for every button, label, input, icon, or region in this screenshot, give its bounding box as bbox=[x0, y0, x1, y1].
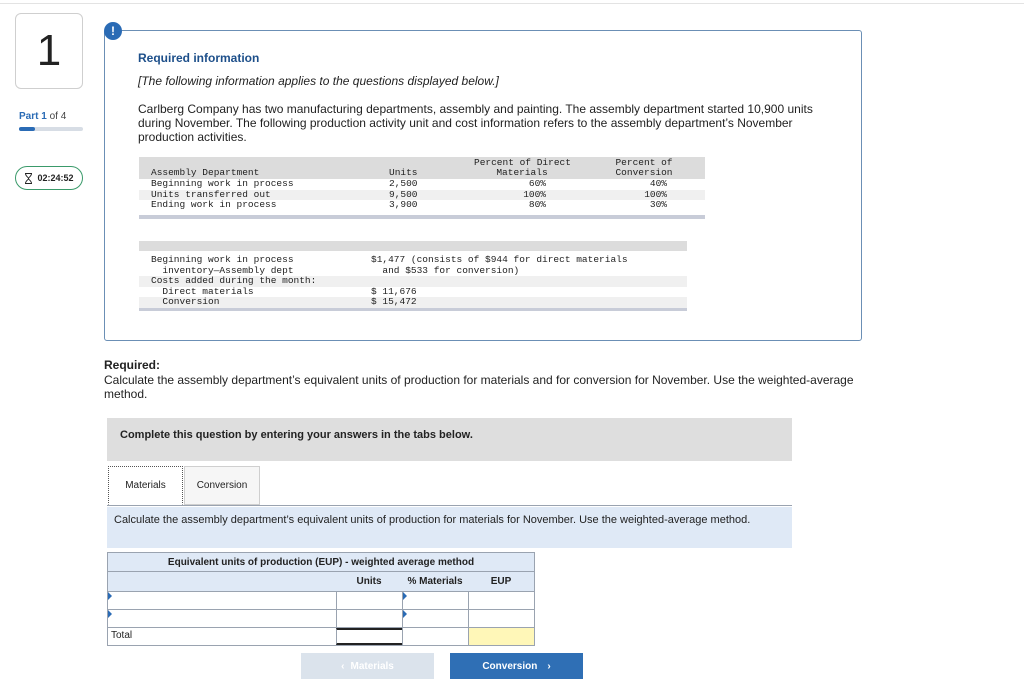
part-current: Part 1 bbox=[19, 111, 47, 122]
tab-divider bbox=[107, 505, 792, 506]
materials-cell[interactable] bbox=[402, 592, 468, 609]
materials-cell[interactable] bbox=[402, 610, 468, 627]
cost-rows bbox=[139, 255, 687, 319]
materials-input[interactable] bbox=[403, 612, 468, 629]
top-divider bbox=[0, 3, 1024, 4]
cost-label: Conversion bbox=[151, 296, 220, 307]
total-label: Total bbox=[111, 630, 133, 641]
cost-value: $ 15,472 bbox=[371, 296, 417, 307]
eup-cell[interactable] bbox=[468, 592, 534, 609]
instructions-banner bbox=[107, 418, 792, 461]
row-units: 3,900 bbox=[389, 199, 418, 210]
cost-value: $1,477 (consists of $944 for direct materials bbox=[371, 254, 628, 265]
total-eup-input[interactable] bbox=[469, 630, 534, 647]
row-materials: 100% bbox=[523, 188, 546, 200]
row-conversion: 40% bbox=[649, 178, 667, 189]
header-materials: Percent of Direct Materials bbox=[474, 157, 571, 178]
production-activity-table bbox=[139, 157, 705, 219]
row-label: Units transferred out bbox=[151, 188, 271, 200]
alert-icon: ! bbox=[104, 22, 122, 40]
total-materials-cell bbox=[402, 628, 468, 645]
part-indicator bbox=[19, 111, 66, 122]
table-header bbox=[139, 241, 687, 251]
header-dept: Assembly Department bbox=[151, 167, 260, 178]
row-materials: 80% bbox=[528, 199, 546, 210]
units-cell[interactable] bbox=[336, 592, 402, 609]
materials-input[interactable] bbox=[403, 594, 468, 611]
units-input[interactable] bbox=[337, 594, 402, 611]
chevron-left-icon: ‹ bbox=[341, 660, 345, 672]
eup-input[interactable] bbox=[469, 612, 534, 629]
table-row bbox=[139, 200, 705, 211]
eup-cell[interactable] bbox=[468, 610, 534, 627]
total-units-input[interactable] bbox=[337, 634, 402, 647]
cost-label: Costs added during the month: bbox=[151, 275, 317, 286]
required-text: Calculate the assembly department’s equivalent units of production for materials and for conversion for November. Use the weighted-average method. bbox=[104, 373, 854, 401]
eup-table bbox=[107, 552, 535, 644]
row-label: Ending work in process bbox=[151, 199, 277, 210]
part-progress-fill bbox=[19, 127, 35, 131]
tab-materials[interactable]: Materials bbox=[108, 466, 183, 505]
banner-text: Complete this question by entering your answers in the tabs below. bbox=[120, 429, 473, 441]
cost-value: and $533 for conversion) bbox=[371, 264, 520, 276]
col-materials: % Materials bbox=[407, 576, 463, 587]
next-tab-label: Conversion bbox=[482, 660, 538, 672]
row-label-input[interactable] bbox=[108, 612, 336, 629]
dropdown-marker-icon bbox=[108, 592, 112, 600]
col-eup: EUP bbox=[490, 576, 512, 587]
row-label: Beginning work in process bbox=[151, 178, 294, 189]
hourglass-icon bbox=[24, 173, 33, 184]
instruction-text: Calculate the assembly department’s equivalent units of production for materials for November. Use the weighted-average method. bbox=[114, 514, 751, 526]
row-conversion: 30% bbox=[649, 199, 667, 210]
header-units: Units bbox=[389, 167, 418, 178]
total-label-cell bbox=[108, 628, 336, 645]
info-title: Required information bbox=[138, 51, 260, 65]
row-label-input[interactable] bbox=[108, 594, 336, 611]
info-paragraph: Carlberg Company has two manufacturing departments, assembly and painting. The assembly department started 10,900 units during November. The following production activity unit and cost information refers to the assembly department’s November production activities. bbox=[138, 102, 813, 144]
timer[interactable] bbox=[15, 166, 83, 190]
info-note: [The following information applies to the questions displayed below.] bbox=[138, 74, 499, 88]
table-bottom-rule bbox=[139, 215, 705, 219]
required-title: Required: bbox=[104, 358, 161, 372]
cost-label: Direct materials bbox=[151, 285, 254, 297]
cost-value: $ 11,676 bbox=[371, 285, 417, 297]
row-label-select[interactable] bbox=[108, 592, 336, 609]
eup-table-header bbox=[107, 572, 535, 592]
row-conversion: 100% bbox=[644, 188, 667, 200]
col-units: Units bbox=[356, 576, 382, 587]
dropdown-marker-icon bbox=[403, 592, 407, 600]
dropdown-marker-icon bbox=[403, 610, 407, 618]
total-row bbox=[107, 628, 535, 646]
timer-value: 02:24:52 bbox=[37, 173, 74, 183]
tab-instruction bbox=[107, 507, 792, 548]
table-row bbox=[107, 592, 535, 610]
units-input[interactable] bbox=[337, 612, 402, 629]
cost-label: inventory—Assembly dept bbox=[151, 264, 294, 276]
dropdown-marker-icon bbox=[108, 610, 112, 618]
total-units-cell[interactable] bbox=[336, 628, 402, 645]
part-total: of 4 bbox=[46, 111, 67, 122]
row-materials: 60% bbox=[528, 178, 546, 189]
next-tab-button[interactable] bbox=[450, 653, 583, 679]
units-cell[interactable] bbox=[336, 610, 402, 627]
total-eup-cell[interactable] bbox=[468, 628, 534, 645]
prev-tab-button[interactable] bbox=[301, 653, 434, 679]
tab-conversion[interactable]: Conversion bbox=[184, 466, 260, 505]
cost-label: Beginning work in process bbox=[151, 254, 294, 265]
row-label-select[interactable] bbox=[108, 610, 336, 627]
cost-information-table bbox=[139, 241, 687, 311]
prev-tab-label: Materials bbox=[350, 660, 394, 672]
chevron-right-icon: › bbox=[547, 660, 551, 672]
part-progress-bar bbox=[19, 127, 83, 131]
required-information-panel bbox=[104, 30, 862, 341]
table-header bbox=[139, 157, 705, 179]
header-conversion: Percent of Conversion bbox=[615, 157, 673, 178]
row-units: 2,500 bbox=[389, 178, 418, 189]
question-number: 1 bbox=[15, 13, 83, 89]
eup-table-title: Equivalent units of production (EUP) - weighted average method bbox=[107, 552, 535, 572]
table-row bbox=[139, 179, 705, 190]
row-units: 9,500 bbox=[389, 188, 418, 200]
table-row bbox=[107, 610, 535, 628]
eup-input[interactable] bbox=[469, 594, 534, 611]
